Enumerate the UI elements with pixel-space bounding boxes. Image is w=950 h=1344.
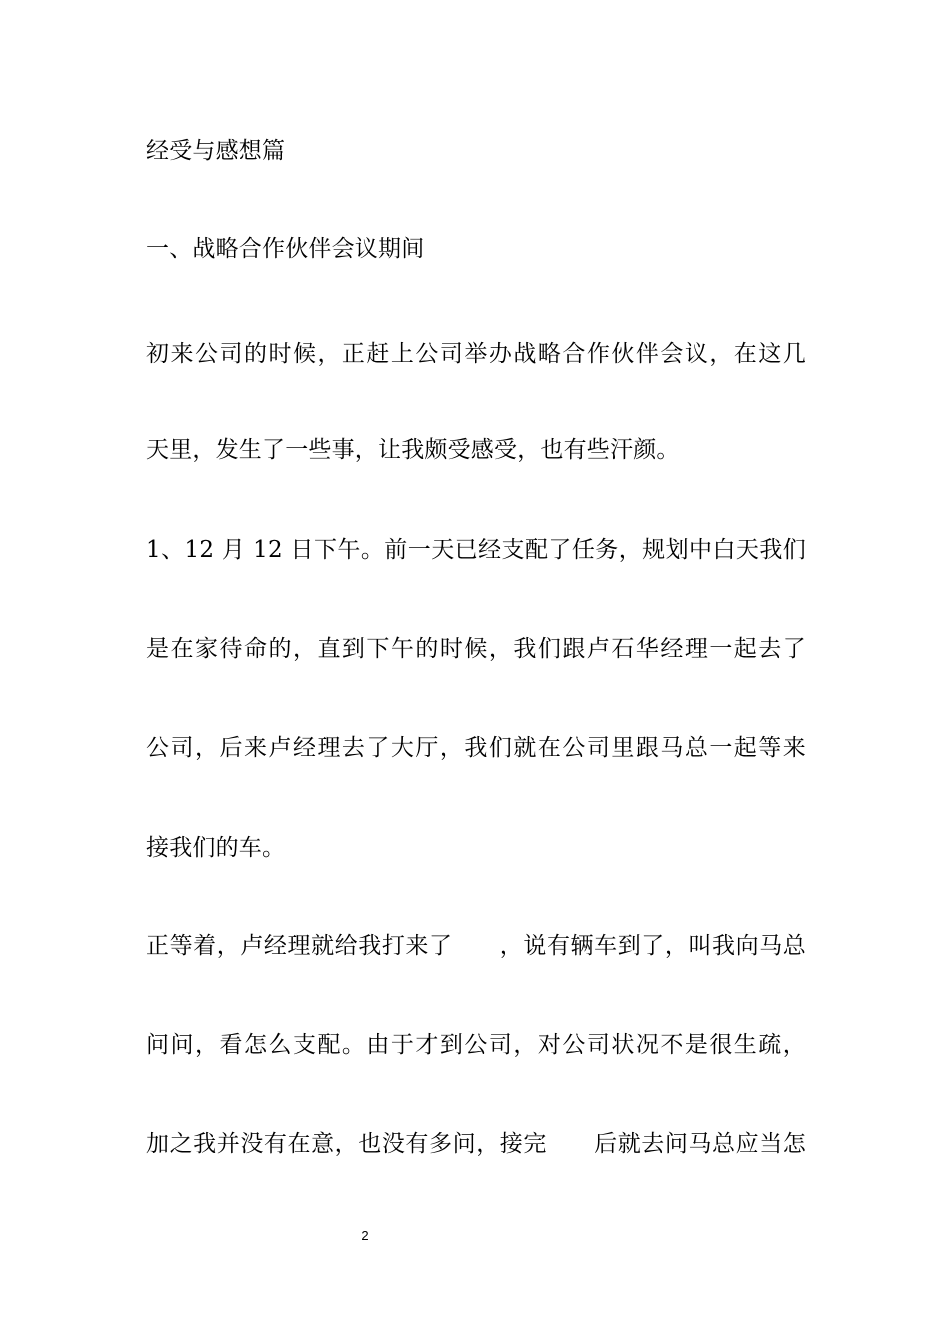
document-title: 经受与感想篇	[146, 138, 286, 164]
paragraph-line: 问问，看怎么支配。由于才到公司，对公司状况不是很生疏，	[146, 1032, 806, 1058]
paragraph-line: 加之我并没有在意，也没有多问，接完 后就去问马总应当怎	[146, 1131, 806, 1157]
paragraph-line: 接我们的车。	[146, 835, 286, 861]
paragraph-line: 正等着，卢经理就给我打来了 ，说有辆车到了，叫我向马总	[146, 933, 806, 959]
paragraph-line: 是在家待命的，直到下午的时候，我们跟卢石华经理一起去了	[146, 636, 806, 662]
section-heading: 一、战略合作伙伴会议期间	[146, 236, 425, 262]
paragraph-line: 初来公司的时候，正赶上公司举办战略合作伙伴会议，在这几	[146, 341, 806, 367]
page-number: 2	[361, 1228, 369, 1243]
paragraph-line: 天里，发生了一些事，让我颇受感受，也有些汗颜。	[146, 437, 680, 463]
paragraph-line: 1、12 月 12 日下午。前一天已经支配了任务，规划中白天我们	[146, 537, 806, 563]
paragraph-line: 公司，后来卢经理去了大厅，我们就在公司里跟马总一起等来	[146, 735, 806, 761]
